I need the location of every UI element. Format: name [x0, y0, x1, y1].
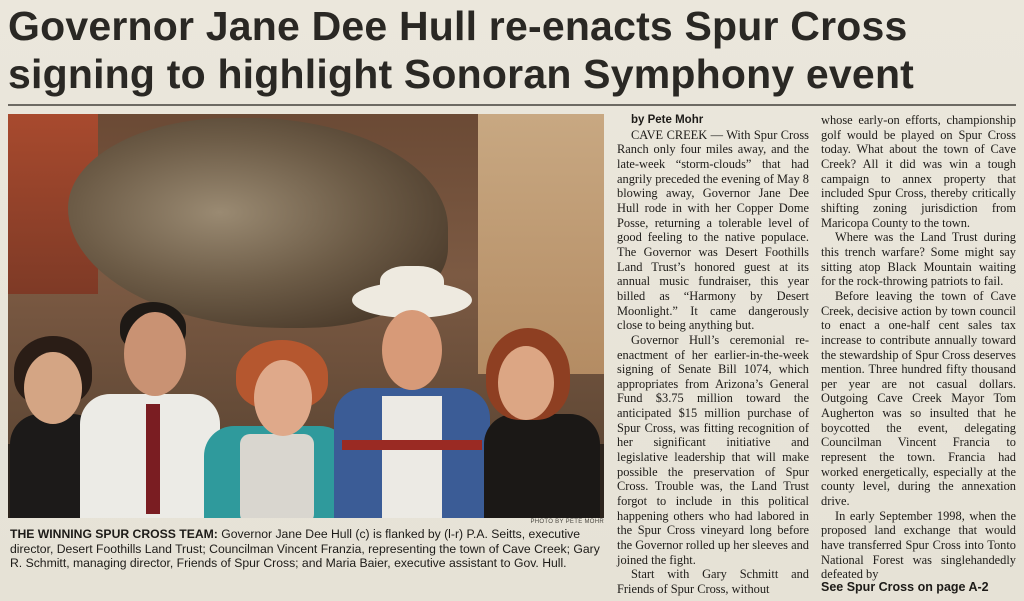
article-paragraph: CAVE CREEK — With Spur Cross Ranch only four miles away, and the late-week “storm-clouds” that had angrily preceded the evening of May 8 blowing away, Governor Jane Dee Hull rode in with her Copper Dome Posse, returning a tolerable level of good feeling to the native populace. The Governor was Desert Foothills Land Trust’s honored guest at its annual music fundraiser, this year billed as “Harmony by Desert Moonlight.” It came dangerously close to being anything but.: [617, 127, 809, 333]
headline-rule: [8, 104, 1016, 106]
article-column-2: [821, 113, 1016, 582]
article-paragraph: Where was the Land Trust during this trench warfare? Some might say sitting atop Black Mountain waiting for the rock-throwing patriots to fail.: [821, 230, 1016, 289]
article-column-1: [617, 113, 809, 597]
photo-credit: PHOTO BY PETE MOHR: [530, 519, 604, 525]
photo-caption: [10, 527, 606, 571]
article-paragraph: Before leaving the town of Cave Creek, decisive action by town council to enact a one-half cent sales tax increase to contribute annually toward the stewardship of Spur Cross deserves mention. Three hundred fifty thousand per year are not casual dollars. Outgoing Cave Creek Mayor Tom Augherton was so insulted that he boycotted the event, delegating Councilman Vincent Francia to represent the town. Francia had worked energetically, especially at the county level, during the annexation drive.: [821, 288, 1016, 509]
article-paragraph: Governor Hull’s ceremonial re-enactment of her earlier-in-the-week signing of Senate Bill 1074, which appropriates from Arizona’s General Fund $3.75 million toward the anticipated $15 million purchase of Spur Cross, was fitting recognition of her significant initiative and legislative leadership that will make possible the preservation of Spur Cross. Trouble was, the Land Trust forgot to include in this political happening others who had labored in the Spur Cross vineyard long before the Governor rolled up her sleeves and joined the fight.: [617, 332, 809, 567]
headline: Governor Jane Dee Hull re-enacts Spur Cross signing to highlight Sonoran Symphony event: [8, 3, 915, 97]
news-photo: [8, 114, 604, 518]
caption-text: Governor Jane Dee Hull (c) is flanked by (l-r) P.A. Seitts, executive director, Desert Foothills Land Trust; Councilman Vincent Franzia, representing the town of Cave Creek; Gary R. Schmitt, managing director, Friends of Spur Cross; and Maria Baier, executive assistant to Gov. Hull.: [10, 527, 600, 571]
caption-lead: THE WINNING SPUR CROSS TEAM:: [10, 527, 218, 541]
article-paragraph: whose early-on efforts, championship golf would be played on Spur Cross today. What about the town of Cave Creek? All it did was win a tough campaign to annex property that included Spur Cross, thereby critically shifting zoning jurisdiction from Maricopa County to the town.: [821, 113, 1016, 230]
article-paragraph: In early September 1998, when the proposed land exchange that would have transferred Spur Cross into Tonto National Forest was singlehandedly defeated by: [821, 508, 1016, 582]
byline: by Pete Mohr: [631, 114, 704, 126]
continued-jump-line[interactable]: See Spur Cross on page A-2: [821, 580, 989, 594]
article-paragraph: Start with Gary Schmitt and Friends of Spur Cross, without: [617, 567, 809, 596]
